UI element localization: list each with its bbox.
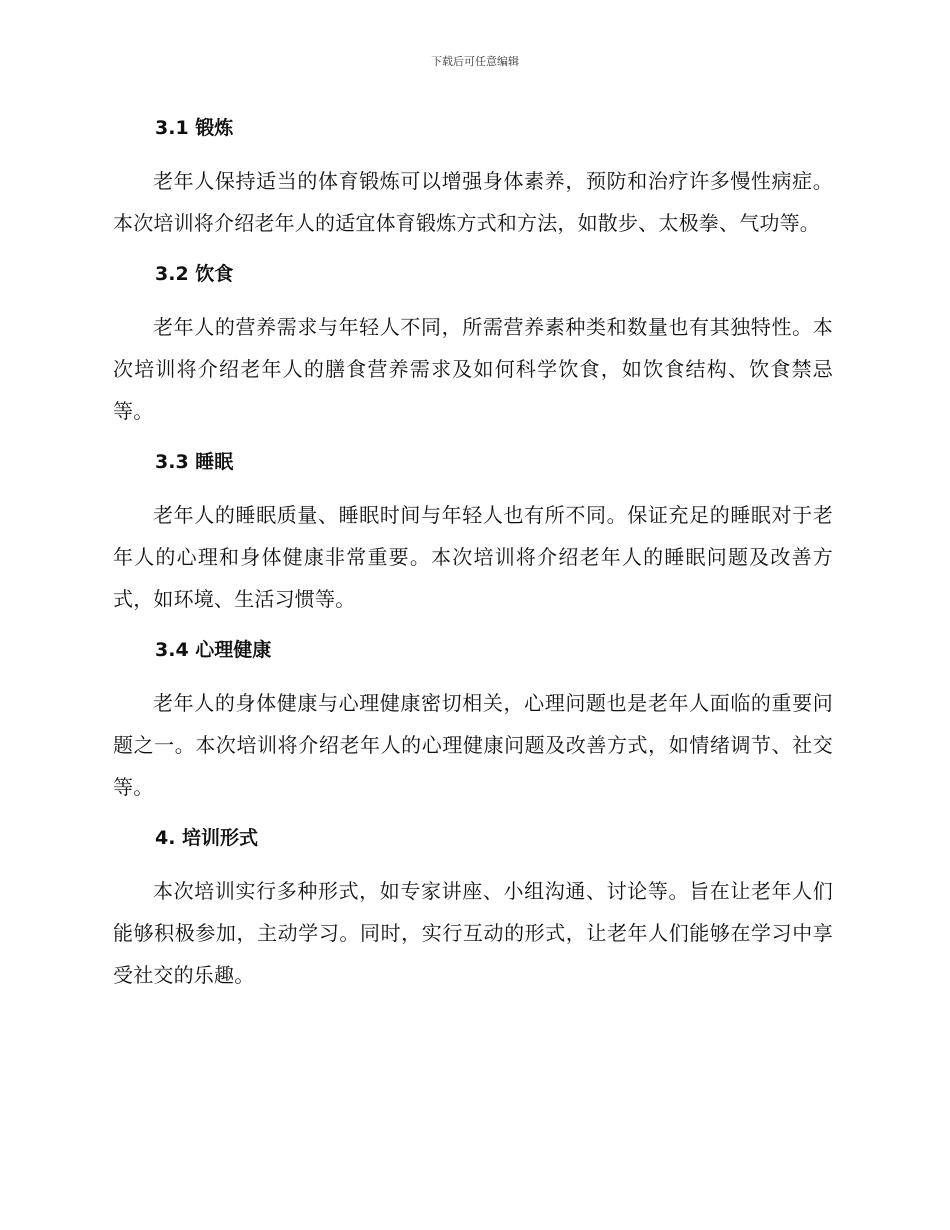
section-sleep — [113, 442, 833, 620]
page-header: 下载后可任意编辑 — [431, 55, 519, 68]
section-heading: 3.2 饮食 — [155, 263, 234, 285]
section-paragraph: 老年人的身体健康与心理健康密切相关，心理问题也是老年人面临的重要问题之一。本次培训将介绍老年人的心理健康问题及改善方式，如情绪调节、社交等。 — [113, 691, 833, 799]
section-paragraph: 老年人的营养需求与年轻人不同，所需营养素种类和数量也有其独特性。本次培训将介绍老年人的膳食营养需求及如何科学饮食，如饮食结构、饮食禁忌等。 — [113, 315, 833, 423]
document-content — [113, 108, 833, 1006]
section-paragraph: 老年人的睡眠质量、睡眠时间与年轻人也有所不同。保证充足的睡眠对于老年人的心理和身体健康非常重要。本次培训将介绍老年人的睡眠问题及改善方式，如环境、生活习惯等。 — [113, 503, 833, 611]
section-paragraph: 老年人保持适当的体育锻炼可以增强身体素养，预防和治疗许多慢性病症。本次培训将介绍老年人的适宜体育锻炼方式和方法，如散步、太极拳、气功等。 — [113, 169, 833, 235]
section-heading: 4. 培训形式 — [155, 827, 259, 849]
section-paragraph: 本次培训实行多种形式，如专家讲座、小组沟通、讨论等。旨在让老年人们能够积极参加，主动学习。同时，实行互动的形式，让老年人们能够在学习中享受社交的乐趣。 — [113, 879, 833, 987]
section-diet — [113, 254, 833, 432]
section-mental-health — [113, 630, 833, 808]
section-training-format — [113, 818, 833, 996]
section-heading: 3.4 心理健康 — [155, 639, 272, 661]
section-heading: 3.3 睡眠 — [155, 451, 234, 473]
section-exercise — [113, 108, 833, 244]
section-heading: 3.1 锻炼 — [155, 117, 234, 139]
